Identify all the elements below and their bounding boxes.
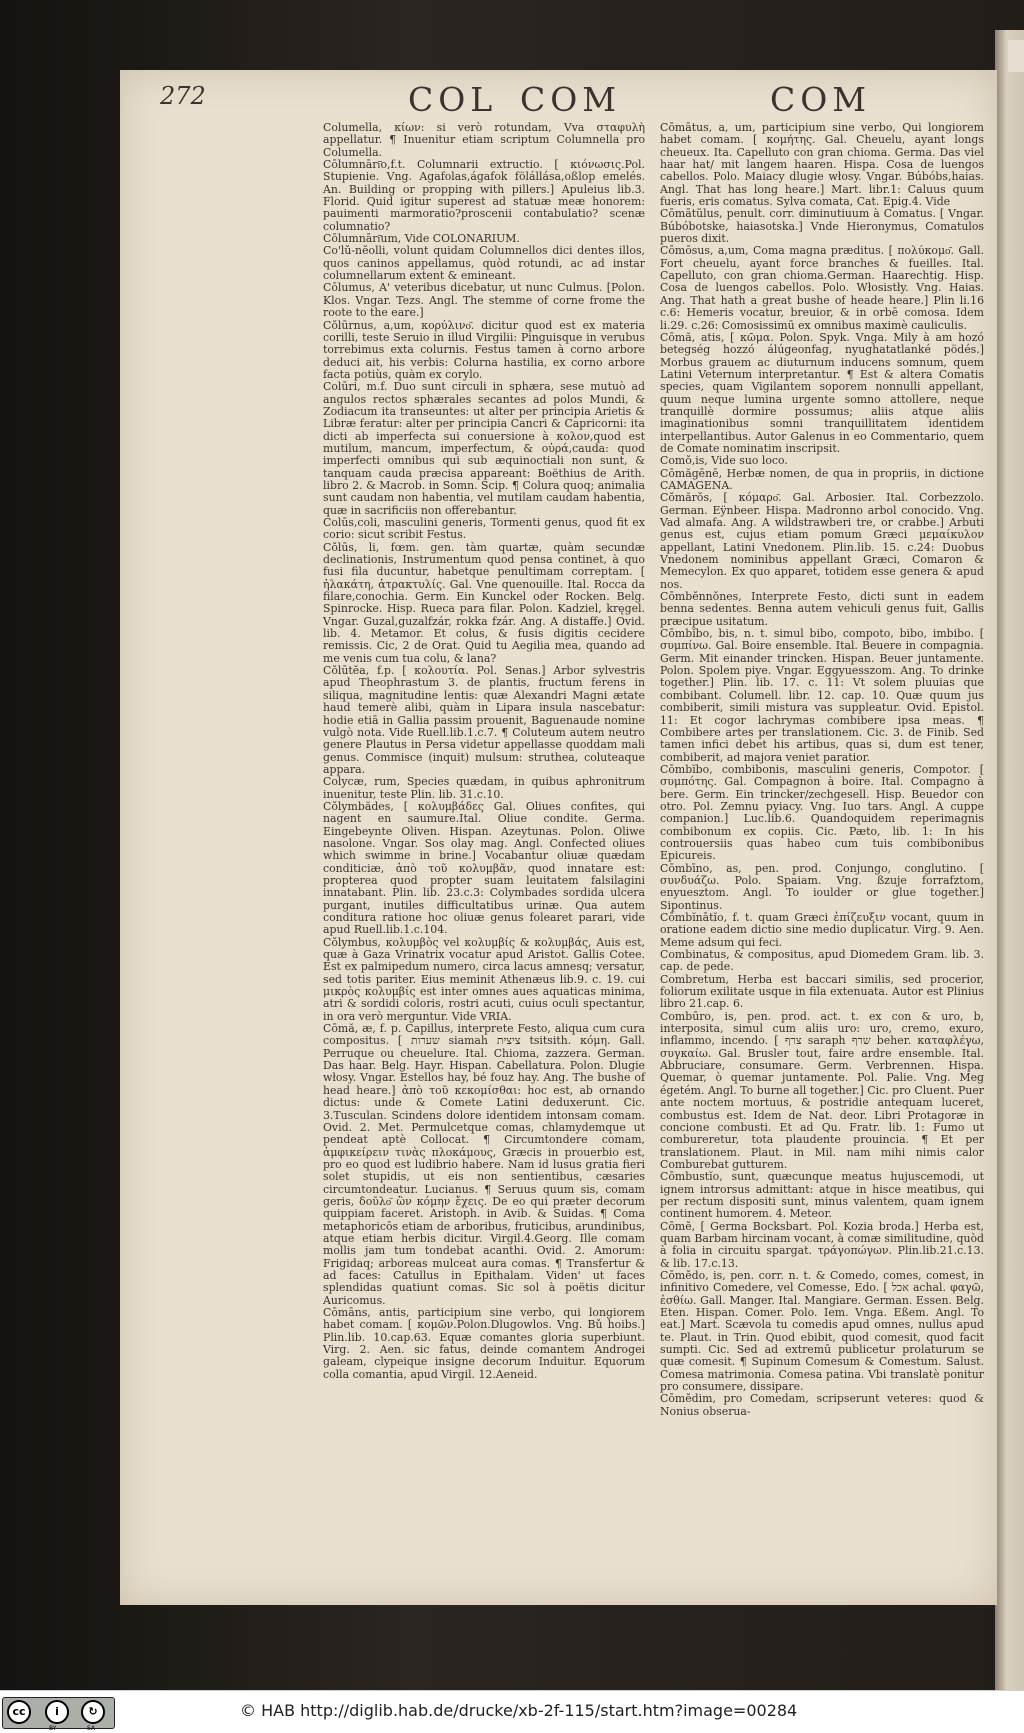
dictionary-entry: Cōmbustĭo, sunt, quæcunque meatus hujuscemodi, ut ignem introrsus admittant: atque in hisce meatibus, qui per rectum dispositi sunt, minus valentem, quam ignem continent humorem. 4. Meteor. xyxy=(660,1170,984,1221)
guide-word-right: COM xyxy=(770,80,872,119)
dictionary-entry: Cōmāns, antis, participium sine verbo, qui longiorem habet comam. [ κομῶν.Polon.Dlugowlos. Vng. Bǔ hoibs.] Plin.lib. 10.cap.63. Equæ comantes gloria superbiunt. Virg. 2. Aen. sic fatus, deinde comantem Androgei galeam, clypeique insigne decorum Induitur. Equorum colla comantia, apud Virgil. 12.Aeneid. xyxy=(323,1306,645,1381)
page-number: 272 xyxy=(160,82,206,110)
guide-word-left-1: COL xyxy=(408,80,498,119)
dictionary-entry: Cōmă, atis, [ κῶμα. Polon. Spyk. Vnga. Mily à am hozó betegség hozzó álúgeonfag, nyughatatlanké pödés.] Morbus grauem ac diuturnum inducens somnum, quem Latini Veternum interpretantur. ¶ Est & altera Comatis species, quam Vigilantem soporem nonnulli appellant, quum neque lumina urgente somno attollere, neque tranquillè dormire possumus; aliis atque aliis imaginationibus somni tranquillitatem identidem interpellantibus. Autor Galenus in eo Commentario, quem de Comate nominatim inscripsit. xyxy=(660,330,984,455)
dictionary-entry: Cōlumnāri͂um, Vide COLONARIUM. xyxy=(323,232,520,246)
facing-page-edge xyxy=(995,30,1024,1690)
footer-bar xyxy=(0,1690,1024,1733)
cc-by-sa-icon[interactable] xyxy=(2,1697,115,1732)
dictionary-entry: Cōmbĭnātĭo, f. t. quam Græci ἐπίζευξιν vocant, quum in oratione eadem dictio sine medio duplicatur. Virg. 9. Aen. Meme adsum qui feci. xyxy=(660,911,984,949)
dictionary-entry: Co'lŭ-nĕolli, volunt quidam Columnellos dici dentes illos, quos caninos appellamus, quòd rotundi, ac ad instar columnellarum extent & emineant. xyxy=(323,244,645,283)
share-alike-icon: ↻ xyxy=(81,1700,105,1724)
dictionary-entry: Cōmbīno, as, pen. prod. Conjungo, conglutino. [ συνδυάζω. Polo. Spaiam. Vng. ßzuje forrafztom, enyuesztom. Angl. To ioulder or glue together.] Sipontinus. xyxy=(660,861,984,912)
dictionary-entry: Combinatus, & compositus, apud Diomedem Gram. lib. 3. cap. de pede. xyxy=(660,948,984,974)
dictionary-entry: Columella, κίων: si verò rotundam, Vva σταφυλὴ appellatur. ¶ Inuenitur etiam scriptum Columnella pro Columella. xyxy=(323,121,645,159)
dictionary-entry: Cŏlūtĕa, f.p. [ κολουτία. Pol. Senas.] Arbor sylvestris apud Theophrastum 3. de plantis, fructum ferens in siliqua, magnitudine lentis: quæ Alexandri Magni ætate haud temerè alibi, quàm in Lipara insula nascebatur: hodie etiā in Gallia passim prouenit, Baguenaude nomine vulgò nota. Vide Ruell.lib.1.c.7. ¶ Coluteum autem neutro genere Plautus in Persa videtur appellasse quoddam mali genus. Commisce (inquit) mulsum: struthea, coluteaque appara. xyxy=(323,664,645,776)
dictionary-entry: Comŏ,is, Vide suo loco. xyxy=(660,454,788,468)
dictionary-entry: Cŏlūs, li, fœm. gen. tàm quartæ, quàm secundæ declinationis, Instrumentum quod pensa continet, à quo fusi fila ducuntur, habetque penultimam correptam. [ ἠλακάτη, ἀτρακτυλίς. Gal. Vne quenouille. Ital. Rocca da filare,conochia. Germ. Ein Kunckel oder Rocken. Belg. Spinrocke. Hisp. Rueca para filar. Polon. Kadziel, kręgel. Vngar. Guzal,guzalfzár, rokka fzár. Ang. A distaffe.] Ovid. lib. 4. Metamor. Et colus, & fusis digitis cecidere remissis. Cic, 2 de Orat. Quid tu Aegilia mea, quando ad me venis cum tua colu, & lana? xyxy=(323,540,645,665)
guide-word-left-2: COM xyxy=(520,80,622,119)
facing-page-tab xyxy=(1008,40,1024,72)
cc-label-by: BY xyxy=(49,1725,57,1732)
dictionary-entry: Cōlumus, A' veteribus dicebatur, ut nunc Culmus. [Polon. Klos. Vngar. Tezs. Angl. The stemme of corne frome the roote to the eare.] xyxy=(323,281,645,320)
dictionary-entry: Cōmātŭlus, penult. corr. diminutiuum à Comatus. [ Vngar. Búbóbotske, haiasotska.] Vnde Hieronymus, Comatulos pueros dixit. xyxy=(660,207,984,246)
dictionary-entry: Cōmĕ, [ Germa Bocksbart. Pol. Kozia broda.] Herba est, quam Barbam hircinam vocant, à comæ similitudine, quòd à folia in circuitu spargat. τράγοπώγων. Plin.lib.21.c.13. & lib. 17.c.13. xyxy=(660,1219,984,1270)
dictionary-entry: Combūro, is, pen. prod. act. t. ex con & uro, b, interposita, simul cum aliis uro: uro, cremo, exuro, inflammo, incendo. [ צרף saraph שרף beher. καταφλέγω, συγκαίω. Gal. Brusler tout, faire ardre ensemble. Ital. Abbruciare, consumare. Germ. Verbrennen. Hispa. Quemar, ò quemar juntamente. Pol. Palie. Vng. Meg égetém. Angl. To burne all together.] Cic. pro Cluent. Puer ante noctem mortuus, & postridie antequam luceret, combustus est. Idem de Nat. deor. Libri Protagoræ in concione combusti. Et ad Qu. Fratr. lib. 1: Fumo ut combureretur, tota plaudente prouincia. ¶ Et per translationem. Plaut. in Mil. nam mihi nimis calor Comburebat gutturem. xyxy=(660,1009,984,1171)
dictionary-entry: Cōmă, æ, f. p. Capillus, interprete Festo, aliqua cum cura compositus. [ שערות siamah ציצית tsitsith. κόμη. Gall. Perruque ou cheuelure. Ital. Chioma, zazzera. German. Das haar. Belg. Hayr. Hispan. Cabellatura. Polon. Dlugie włosy. Vngar. Estellos hay, bé fouz hay. Ang. The bushe of head heare.] ἀπὸ τοῦ κεκομίσθαι: hoc est, ab ornando dictus: unde & Comete Latini deduxerunt. Cic. 3.Tusculan. Scindens dolore identidem intonsam comam. Ovid. 2. Met. Permulcetque comas, chlamydemque ut pendeat aptè Collocat. ¶ Circumtondere comam, ἀμφικείρειν τινὰς πλοκάμους, Græcis in prouerbio est, pro eo quod est ludibrio habere. Nam id lusus gratia fieri solet stupidis, ut eis non sentientibus, cæsaries circumtondeatur. Lucianus. ¶ Seruus quum sis, comam geris, δοῦλο͂ ὢν κόμην ἔχεις. De eo qui præter decorum quippiam faceret. Aristoph. in Avib. & Suidas. ¶ Coma metaphoricōs etiam de arboribus, fruticibus, arundinibus, atque etiam herbis dicitur. Virgil.4.Georg. Ille comam mollis jam tum tondebat acanthi. Ovid. 2. Amorum: Frigidaq; arboreas mulceat aura comas. ¶ Transfertur & ad faces: Catullus in Epithalam. Viden' ut faces splendidas quatiunt comas. Sic sol à poëtis dicitur Auricomus. xyxy=(323,1022,645,1307)
dictionary-entry: Cŏlymbus, κολυμβὸς vel κολυμβίς & κολυμβάς, Auis est, quæ à Gaza Vrinatrix vocatur apud Aristot. Gallis Cotee. Est ex palmipedum numero, circa lacus amnesq; versatur, sed totis pariter. Eius meminit Athenæus lib.9. c. 19. cui μικρὸς κολυμβίς est inter omnes aues aquaticas minima, atri & sordidi coloris, rostri acuti, cuius oculi spectantur, in ora verò merguntur. Vide VRIA. xyxy=(323,935,645,1023)
dictionary-entry: Cōlumnāri͂o,f.t. Columnarii extructio. [ κιόνωσις.Pol. Stupienie. Vng. Agafolas,ágafok fölállása,oßlop emelés. An. Building or propping with pillers.] Apuleius lib.3. Florid. Quid igitur superest ad statuæ meæ honorem: pauimenti marmoratio?proscenii contabulatio? scenæ columnatio? xyxy=(323,158,645,233)
dictionary-entry: Cōmōsus, a,um, Coma magna præditus. [ πολύκομο͂. Gall. Fort cheuelu, ayant force branches & fueilles. Ital. Capelluto, con gran chioma.German. Haarechtig. Hisp. Cosa de luengos cabellos. Polo. Włosistły. Vng. Haias. Ang. That hath a great bushe of heade heare.] Plin li.16 c.6: Hemeris vocatur, breuior, & in orbē comosa. Idem li.29. c.26: Comosissimū ex omnibus maximè cauliculis. xyxy=(660,244,984,332)
dictionary-entry: Cŏlymbădes, [ κολυμβάδες Gal. Oliues confites, qui nagent en saumure.Ital. Oliue condite. Germa. Eingebeynte Oliven. Hispan. Azeytunas. Polon. Oliwe nasolone. Vngar. Sos olay mag. Angl. Confected oliues which swimme in brine.] Vocabantur oliuæ quædam conditiciæ, ἀπὸ τοῦ κολυμβᾶν, quod innatare est: propterea quod propter suam leuitatem falsilagini innatabant. Plin. lib. 23.c.3: Colymbades sordida ulcera purgant, inutiles difficultatibus urinæ. Qua autem conditura ratione hoc oliuæ genus folearet parari, vide apud Ruell.lib.1.c.104. xyxy=(323,799,645,937)
dictionary-entry: Colūs,coli, masculini generis, Tormenti genus, quod fit ex corio: sicut scribit Festus. xyxy=(323,516,645,542)
left-text-column xyxy=(323,122,645,1381)
dictionary-entry: Cōmātus, a, um, participium sine verbo, Qui longiorem habet comam. [ κομήτης. Gal. Cheuelu, ayant longs cheueux. Ita. Capelluto con gran chioma. Germa. Das viel haar hat/ mit langem haaren. Hispa. Cosa de luengos cabellos. Polo. Maiacy dlugie włosy. Vngar. Búbóbs,haias. Angl. That has long heare.] Mart. libr.1: Caluus quum fueris, eris comatus. Sylva comata, Cat. Epig.4. Vide xyxy=(660,121,984,209)
dictionary-entry: Cŏlūrnus, a,um, κορύλινο͂. dicitur quod est ex materia corilli, teste Seruio in illud Virgilii: Pinguisque in verubus torrebimus exta colurnis. Festus tamen à corno arbore deduci ait, his verbis: Colurna hastilia, ex corno arbore facta potiùs, quàm ex corylo. xyxy=(323,318,645,381)
dictionary-entry: Combretum, Herba est baccari similis, sed procerior, foliorum exilitate usque in fila extenuata. Autor est Plinius libro 21.cap. 6. xyxy=(660,972,984,1011)
attribution-icon: i xyxy=(45,1700,69,1724)
source-link[interactable]: © HAB http://diglib.hab.de/drucke/xb-2f-115/start.htm?image=00284 xyxy=(240,1701,798,1720)
cc-icon: cc xyxy=(7,1700,31,1724)
dictionary-entry: Cŏmărŏs, [ κόμαρο͂. Gal. Arbosier. Ital. Corbezzolo. German. Eÿnbeer. Hispa. Madronno arbol conocido. Vng. Vad almafa. Ang. A wildstrawberi tre, or crabbe.] Arbuti genus est, cujus etiam pomum Græci μεμαίκυλον appellant, Latini Vnedonem. Plin.lib. 15. c.24: Duobus Vnedonem nominibus appellant Græci, Comaron & Memecylon. Ex quo apparet, totidem esse genera & apud nos. xyxy=(660,491,984,591)
dictionary-entry: Colycæ, rum, Species quædam, in quibus aphronitrum inuenitur, teste Plin. lib. 31.c.10. xyxy=(323,775,645,801)
dictionary-entry: Cōmăgēnē, Herbæ nomen, de qua in propriis, in dictione CAMAGENA. xyxy=(660,466,984,492)
dictionary-entry: Cōmbĭbo, bis, n. t. simul bibo, compoto, bibo, imbibo. [ συμπίνω. Gal. Boire ensemble. Ital. Beuere in compagnia. Germ. Mit einander trincken. Hispan. Beuer juntamente. Polon. Spolem piye. Vngar. Eggyuesszom. Ang. To drinke together.] Plin. lib. 17. c. 11: Vt solem pluuias que combibant. Columell. libr. 12. cap. 10. Quæ quum jus combiberit, simili mistura vas suppleatur. Ovid. Epistol. 11: Et cogor lachrymas combibere ipsa meas. ¶ Combibere artes per translationem. Cic. 3. de Finib. Sed tamen infici debet his artibus, quas si, dum est tener, combiberit, ad majora veniet paratior. xyxy=(660,627,984,764)
right-text-column xyxy=(660,122,984,1418)
dictionary-entry: Cōmbĭbo, combibonis, masculini generis, Compotor. [ συμπότης. Gal. Compagnon à boire. Ital. Compagno à bere. Germ. Ein trincker/zechgesell. Hisp. Beuedor con otro. Pol. Zemnu pyiacy. Vng. Iuo tars. Angl. A cuppe companion.] Luc.lib.6. Quandoquidem reperimagnis combibonum ex copiis. Cic. Pæto, lib. 1: In his controuersiis quas habeo cum tuis combibonibus Epicureis. xyxy=(660,762,984,863)
dictionary-entry: Cōmbĕnnŏnes, Interprete Festo, dicti sunt in eadem benna sedentes. Benna autem vehiculi genus fuit, Gallis præcipue usitatum. xyxy=(660,590,984,628)
dictionary-entry: Cōmĕdim, pro Comedam, scripserunt veteres: quod & Nonius obserua- xyxy=(660,1392,984,1418)
cc-label-sa: SA xyxy=(87,1725,96,1732)
dictionary-entry: Cōmĕdo, is, pen. corr. n. t. & Comedo, comes, comest, in infinitivo Comedere, vel Comesse, Edo. [ אכל achal. φαγῶ, ἐσθίω. Gall. Manger. Ital. Mangiare. German. Essen. Belg. Eten. Hispan. Comer. Polo. Iem. Vnga. Eßem. Angl. To eat.] Mart. Scævola tu comedis apud omnes, nullus apud te. Plaut. in Trin. Quod ebibit, quod comesit, quod facit sumpti. Cic. Sed ad extremū publicetur prolaturum se quæ comesit. ¶ Supinum Comesum & Comestum. Salust. Comesa matrimonia. Comesa patina. Vbi translatè ponitur pro consumere, dissipare. xyxy=(660,1268,984,1394)
dictionary-entry: Colūri, m.f. Duo sunt circuli in sphæra, sese mutuò ad angulos rectos sphærales secantes ad polos Mundi, & Zodiacum ita transeuntes: ut alter per principia Arietis & Libræ feratur: alter per principia Cancri & Capricorni: ita dicti ab imperfecta sui conuersione à κολον,quod est mutilum, mancum, imperfectum, & οὐρά,cauda: quod imperfecti omnibus qui sub æquinoctiali non sunt, & tanquam cauda præcisa appareant: Boëthius de Arith. libro 2. & Macrob. in Somn. Scip. ¶ Colura quoq; animalia sunt caudam non habentia, vel mutilam caudam habentia, quæ in sacrificiis non offerebantur. xyxy=(323,380,645,517)
